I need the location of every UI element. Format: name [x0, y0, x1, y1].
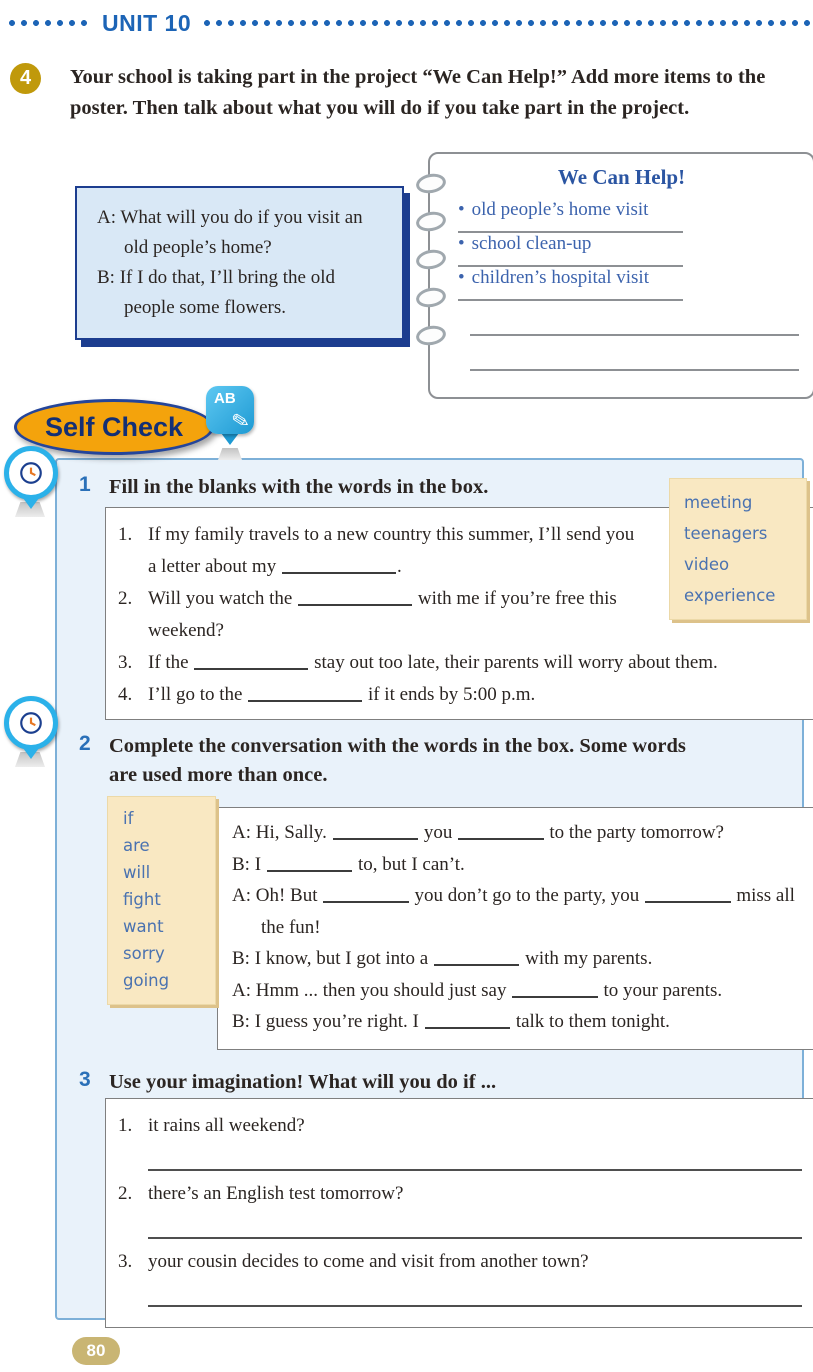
- conversation-line: B: I know, but I got into a with my parents.: [232, 943, 809, 975]
- clock-icon: [18, 710, 44, 736]
- item-text: your cousin decides to come and visit from another town?: [148, 1251, 589, 1272]
- media-pin-1-head[interactable]: [4, 446, 58, 500]
- ab-pencil-pin-icon[interactable]: [206, 386, 254, 445]
- item-number: 1.: [118, 524, 133, 545]
- item-number: 1.: [118, 1115, 133, 1136]
- word-box-word: teenagers: [684, 524, 768, 543]
- dialog-line-b: B: If I do that, I’ll bring the old people some flowers.: [97, 267, 335, 318]
- fill-item: [118, 647, 808, 679]
- pencil-icon: ✎: [229, 407, 253, 435]
- fill-in-blank: [194, 650, 308, 670]
- item-text: If my family travels to a new country this summer, I’ll send you a letter about my .: [148, 524, 635, 577]
- question-item: [118, 1179, 808, 1239]
- fill-in-blank: [425, 1009, 511, 1029]
- page-number-badge: 80: [72, 1337, 120, 1365]
- binder-ring-icon: [415, 286, 448, 310]
- conversation-line: A: Hi, Sally. you to the party tomorrow?: [232, 817, 809, 849]
- poster-blank-line: [470, 301, 799, 336]
- question-row: [118, 1111, 808, 1141]
- pin-tail: [23, 748, 39, 759]
- exercise-3-items-box: [105, 1098, 813, 1328]
- question-item: [118, 1247, 808, 1307]
- word-box-word: will: [123, 863, 151, 882]
- dialog-line-a: A: What will you do if you visit an old people’s home?: [97, 207, 363, 258]
- conversation-box: [217, 807, 813, 1050]
- item-number: 2.: [118, 1183, 133, 1204]
- poster-blank-line: [470, 336, 799, 371]
- item-number: 3.: [118, 652, 133, 673]
- poster-item: [458, 199, 683, 233]
- pin-shadow: [218, 448, 242, 460]
- example-dialog-box: [75, 186, 404, 340]
- word-box-word: sorry: [123, 944, 165, 963]
- poster-item-text: children’s hospital visit: [471, 267, 649, 288]
- word-box-word: meeting: [684, 493, 753, 512]
- media-pin-1-icon[interactable]: [4, 446, 58, 509]
- fill-in-blank: [282, 554, 396, 574]
- answer-line: [148, 1277, 802, 1307]
- item-text: it rains all weekend?: [148, 1115, 305, 1136]
- exercise-2-title: Complete the conversation with the words in the box. Some words are used more than once.: [109, 735, 686, 786]
- fill-in-blank: [323, 883, 409, 903]
- exercise-3-number: 3: [79, 1068, 91, 1091]
- item-text: Will you watch the with me if you’re free this weekend?: [148, 583, 808, 647]
- conversation-line: B: I guess you’re right. I talk to them tonight.: [232, 1006, 809, 1038]
- bullet-icon: •: [458, 267, 465, 288]
- answer-line: [148, 1209, 802, 1239]
- poster-item: [458, 233, 683, 267]
- pin-tail: [23, 498, 39, 509]
- answer-line: [148, 1141, 802, 1171]
- binder-ring-icon: [415, 210, 448, 234]
- item-text: there’s an English test tomorrow?: [148, 1183, 404, 1204]
- exercise-1-title: Fill in the blanks with the words in the box.: [109, 476, 489, 498]
- media-pin-2-head[interactable]: [4, 696, 58, 750]
- self-check-badge: Self Check: [14, 399, 214, 455]
- item-number: 3.: [118, 1251, 133, 1272]
- conversation-line: B: I to, but I can’t.: [232, 849, 809, 881]
- self-check-section: [55, 458, 804, 1320]
- fill-in-blank: [458, 820, 544, 840]
- word-box-word: experience: [684, 586, 776, 605]
- question-row: [118, 1247, 808, 1277]
- word-box-1: [669, 478, 807, 620]
- media-pin-2-icon[interactable]: [4, 696, 58, 759]
- word-box-word: want: [123, 917, 164, 936]
- bullet-icon: •: [458, 233, 465, 254]
- exercise-2-header: [79, 732, 704, 790]
- poster-item-text: school clean-up: [471, 233, 592, 254]
- word-box-word: if: [123, 809, 134, 828]
- poster-item-text: old people’s home visit: [471, 199, 649, 220]
- conversation-line: A: Oh! But you don’t go to the party, you miss all the fun!: [232, 880, 809, 943]
- fill-in-blank: [248, 682, 362, 702]
- we-can-help-poster: [428, 152, 813, 399]
- exercise-3-title: Use your imagination! What will you do if ...: [109, 1071, 497, 1093]
- fill-in-blank: [512, 977, 598, 997]
- fill-in-blank: [267, 851, 353, 871]
- fill-in-blank: [645, 883, 731, 903]
- word-box-2: [107, 796, 216, 1005]
- binder-ring-icon: [415, 248, 448, 272]
- item-number: 4.: [118, 684, 133, 705]
- ab-label: AB: [214, 390, 236, 407]
- exercise-3-header: [79, 1068, 496, 1097]
- poster-item: [458, 267, 683, 301]
- poster-title: We Can Help!: [557, 165, 686, 189]
- dotted-rule-left: [8, 19, 90, 27]
- fill-in-blank: [434, 946, 520, 966]
- word-box-word: going: [123, 971, 170, 990]
- word-box-word: are: [123, 836, 150, 855]
- clock-icon: [18, 460, 44, 486]
- unit-title: UNIT 10: [102, 9, 192, 36]
- exercise-4-instructions: Your school is taking part in the project “We Can Help!” Add more items to the poster. Then talk about what you will do if you take part in the project.: [70, 66, 766, 119]
- conversation-line: A: Hmm ... then you should just say to your parents.: [232, 975, 809, 1007]
- binder-ring-icon: [415, 172, 448, 196]
- word-box-word: video: [684, 555, 730, 574]
- exercise-1-header: [79, 473, 488, 502]
- binder-ring-icon: [415, 324, 448, 348]
- fill-in-blank: [298, 586, 412, 606]
- fill-item: [118, 679, 808, 711]
- exercise-2-number: 2: [79, 732, 91, 755]
- item-text: I’ll go to the if it ends by 5:00 p.m.: [148, 679, 808, 711]
- exercise-1-number: 1: [79, 473, 91, 496]
- question-row: [118, 1179, 808, 1209]
- word-box-word: fight: [123, 890, 161, 909]
- ab-pin-head[interactable]: [206, 386, 254, 434]
- exercise-4-number: 4: [10, 63, 41, 94]
- unit-header: [8, 10, 813, 36]
- fill-in-blank: [333, 820, 419, 840]
- bullet-icon: •: [458, 199, 465, 220]
- item-number: 2.: [118, 588, 133, 609]
- item-text: If the stay out too late, their parents will worry about them.: [148, 647, 808, 679]
- dotted-rule-right: [203, 19, 813, 27]
- question-item: [118, 1111, 808, 1171]
